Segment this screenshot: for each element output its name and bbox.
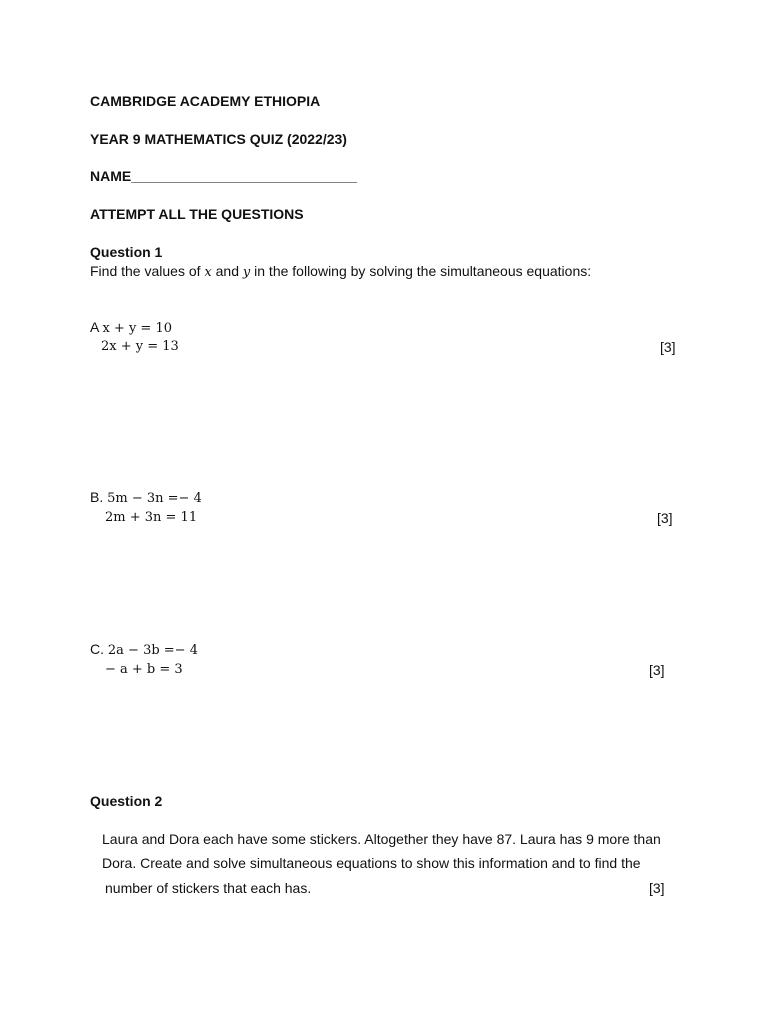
prompt-end: in the following by solving the simultaneous equations:: [250, 263, 592, 279]
part-a-equation-2: 2x + y = 13: [101, 339, 179, 354]
part-c-equation-1: [90, 641, 198, 659]
question-1-heading: Question 1: [90, 244, 163, 260]
part-b-marks: [3]: [657, 510, 673, 526]
part-b-equation-2: 2m + 3n = 11: [105, 510, 198, 525]
equation: 5m − 3n =− 4: [107, 491, 202, 506]
question-2-line-3: number of stickers that each has.: [105, 880, 312, 896]
question-2-marks: [3]: [649, 880, 665, 896]
question-2-heading: Question 2: [90, 793, 163, 809]
part-a-marks: [3]: [660, 339, 676, 355]
question-1-prompt: [90, 263, 591, 281]
part-b-equation-1: [90, 489, 202, 507]
part-a-equation-1: [90, 319, 172, 337]
variable-y: y: [242, 265, 251, 280]
school-name: CAMBRIDGE ACADEMY ETHIOPIA: [90, 93, 321, 109]
name-field-line: NAME_____________________________: [90, 168, 358, 184]
question-2-line-1: Laura and Dora each have some stickers. Altogether they have 87. Laura has 9 more than: [102, 831, 661, 847]
part-c-equation-2: − a + b = 3: [105, 662, 183, 677]
prompt-start: Find the values of: [90, 263, 205, 279]
quiz-title: YEAR 9 MATHEMATICS QUIZ (2022/23): [90, 131, 347, 147]
instructions: ATTEMPT ALL THE QUESTIONS: [90, 206, 304, 222]
part-c-marks: [3]: [649, 662, 665, 678]
part-c-label: C.: [90, 641, 104, 657]
variable-x: x: [204, 265, 212, 280]
part-a-label: A: [90, 319, 99, 335]
equation: 2a − 3b =− 4: [107, 643, 198, 658]
question-2-line-2: Dora. Create and solve simultaneous equations to show this information and to find the: [102, 855, 641, 871]
prompt-and: and: [211, 263, 243, 279]
part-b-label: B.: [90, 489, 104, 505]
equation: x + y = 10: [102, 321, 173, 336]
